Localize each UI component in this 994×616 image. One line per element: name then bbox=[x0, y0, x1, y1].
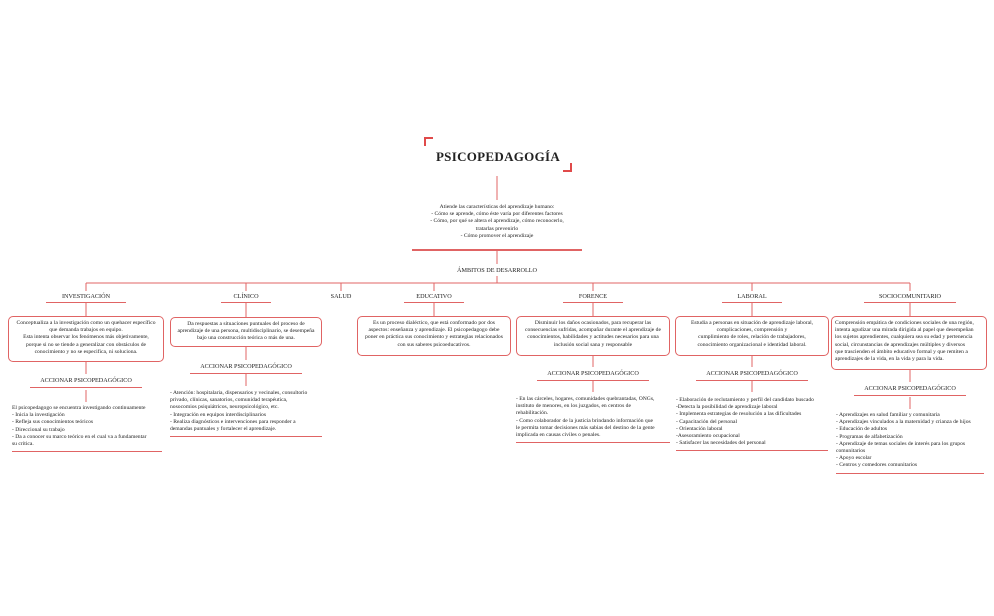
branch-investigacion: INVESTIGACIÓN bbox=[46, 293, 126, 303]
intro-text: Atiende las características del aprendizaje humano: - Cómo se aprende, cómo éste varía por diferentes factores - Cómo, por qué se altera el aprendizaje, cómo reconocerlo, tratarlas prevenirlo - Cómo promover el aprendizaje bbox=[430, 204, 564, 239]
clinico-accionar-label: ACCIONAR PSICOPEDAGÓGICO bbox=[190, 363, 302, 374]
map-title: PSICOPEDAGOGÍA bbox=[435, 149, 561, 164]
investigacion-acciones: El psicopedagogo se encuentra investigando continuamente - Inicia la investigación - Refleja sus conocimientos teóricos - Direccional su trabajo - Da a conocer su marco teórico en el cual va a fundamentar su crítica. bbox=[12, 405, 162, 452]
branch-forence: FORENCE bbox=[563, 293, 623, 303]
investigacion-description: Conceptualiza a la investigación como un quehacer específico que demanda trabajos en equipo. Esta intenta observar los fenómenos más objetivamente, porque si no se tiende a generalizar con obstáculos de conocimiento y no se especifica, ni soluciona. bbox=[8, 316, 164, 362]
forence-acciones: - En las cárceles, hogares, comunidades quebrantadas, ONGs, instituto de menores, en los juzgados, en centros de rehabilitación. - Como colaborador de la justicia brindando información que le permita tomar decisiones más sabias del destino de la gente implicada en causas civiles o penales. bbox=[516, 396, 670, 443]
branch-clinico: CLÍNICO bbox=[221, 293, 271, 303]
laboral-accionar-label: ACCIONAR PSICOPEDAGÓGICO bbox=[696, 370, 808, 381]
forence-accionar-label: ACCIONAR PSICOPEDAGÓGICO bbox=[537, 370, 649, 381]
forence-description: Disminuir los daños ocasionados, para recuperar las consecuencias sufridas, acompañar durante el aprendizaje de conocimientos, habilidades y actitudes necesarios para una inclusión social sana y responsable bbox=[516, 316, 670, 356]
intro-underline bbox=[412, 249, 582, 251]
title-bracket-top-left bbox=[424, 137, 433, 146]
sociocomunitario-acciones: - Aprendizajes en salud familiar y comunitaria - Aprendizajes vinculados a la maternidad y crianza de hijos - Educación de adultos - Programas de alfabetización - Aprendizaje de temas sociales de interés para los grupos comunitarios - Apoyo escolar - Centros y comedores comunitarios bbox=[836, 412, 984, 474]
branch-educativo: EDUCATIVO bbox=[404, 293, 464, 303]
branch-laboral: LABORAL bbox=[722, 293, 782, 303]
clinico-acciones: - Atención: hospitalaria, dispensarios y vecinales, consultorio privado, clínicas, sanatorios, comunidad terapéutica, nosocomios psiquiátricos, neuropsicológico, etc. - Integración en equipos interdisciplinarios - Realiza diagnósticos e intervenciones para responder a demandas puntuales y fortalecer el aprendizaje. bbox=[170, 390, 322, 437]
sociocomunitario-description: Comprensión empática de condiciones sociales de una región, intenta agudizar una mirada dirigida al papel que desempeñan los sujetos aprendientes, cualquiera sea su edad y pertenencia social, circunstancias de aprendizajes múltiples y diversos que trascienden el ámbito educativo formal y que remiten a aprendizajes de la vida, en la vida y para la vida. bbox=[831, 316, 987, 370]
investigacion-accionar-label: ACCIONAR PSICOPEDAGÓGICO bbox=[30, 377, 142, 388]
ambitos-label: ÁMBITOS DE DESARROLLO bbox=[457, 267, 537, 274]
laboral-description: Estudia a personas en situación de aprendizaje laboral, complicaciones, comprensión y cumplimiento de roles, relación de trabajadores, conocimiento organizacional e identidad laboral. bbox=[675, 316, 829, 356]
educativo-description: Es un proceso dialéctico, que está conformado por dos aspectos: enseñanza y aprendizaje. El psicopedagogo debe poner en práctica sus conocimiento y estrategias relacionados con sus saberes psicoeducativos. bbox=[357, 316, 511, 356]
sociocomunitario-accionar-label: ACCIONAR PSICOPEDAGÓGICO bbox=[854, 385, 966, 396]
clinico-description: Da respuestas a situaciones puntuales del proceso de aprendizaje de una persona, multidisciplinario, se desempeña bajo una construcción teórica o más de una. bbox=[170, 317, 322, 347]
branch-salud: SALUD bbox=[330, 293, 352, 300]
branch-sociocomunitario: SOCIOCOMUNITARIO bbox=[864, 293, 956, 303]
laboral-acciones: - Elaboración de reclutamiento y perfil del candidato buscado -Detecta la posibilidad de aprendizaje laboral - Implementa estrategias de resolución a las dificultades - Capacitación del personal - Orientación laboral -Asesoramiento ocupacional - Satisfacer las necesidades del personal bbox=[676, 397, 828, 451]
